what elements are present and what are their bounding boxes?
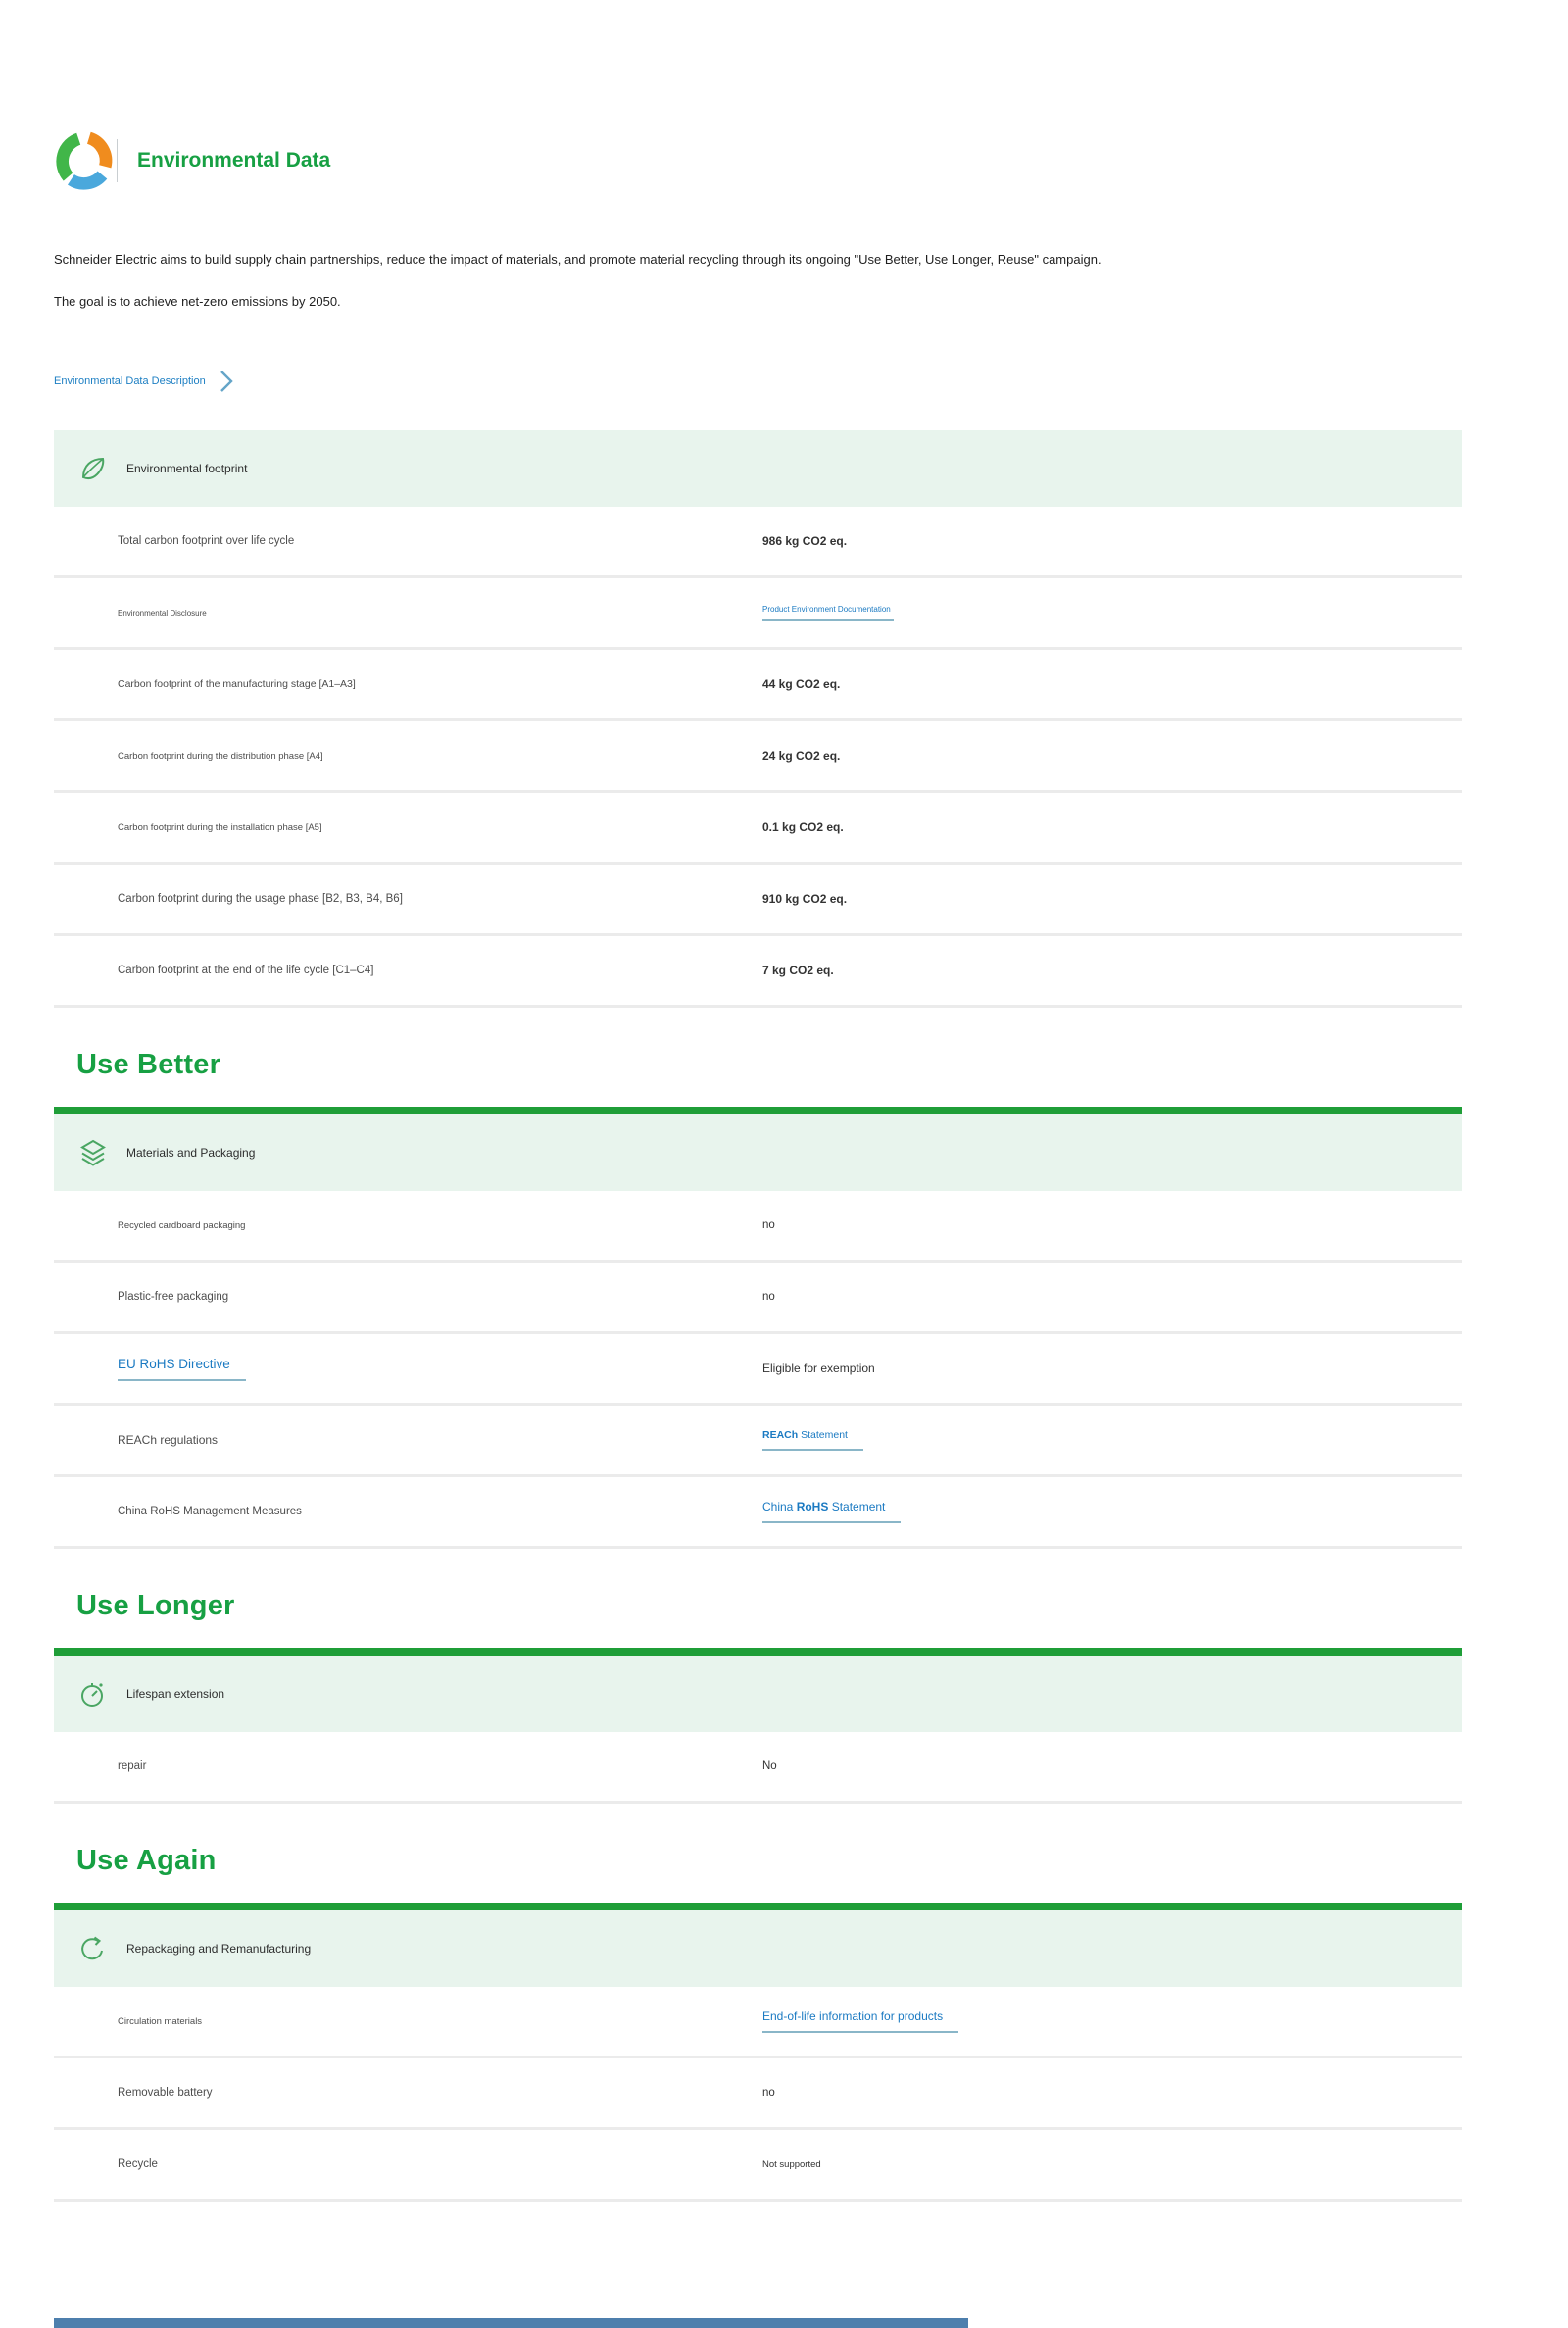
link-text: Statement <box>798 1429 848 1441</box>
row-label: Carbon footprint during the installation phase [A5] <box>118 821 322 833</box>
table-row <box>54 1732 1462 1804</box>
intro-paragraph-1: Schneider Electric aims to build supply chain partnerships, reduce the impact of materials, and promote material recycling through its ongoing "Use Better, Use Longer, Reuse" campaign. <box>54 252 1102 267</box>
use-longer-heading: Use Longer <box>76 1590 235 1621</box>
use-again-heading: Use Again <box>76 1845 217 1876</box>
table-row <box>54 1191 1462 1263</box>
section-title: Repackaging and Remanufacturing <box>126 1942 312 1956</box>
section-top-bar <box>54 1903 1462 1910</box>
row-value: Not supported <box>762 2158 821 2170</box>
section-top-bar <box>54 1107 1462 1114</box>
end-of-life-information-link[interactable]: End-of-life information for products <box>762 2009 958 2033</box>
intro-paragraph-2: The goal is to achieve net-zero emissions by 2050. <box>54 294 341 309</box>
table-row <box>54 1987 1462 2058</box>
use-better-heading: Use Better <box>76 1049 221 1080</box>
row-label: Carbon footprint during the usage phase [B2, B3, B4, B6] <box>118 893 403 905</box>
row-label: Removable battery <box>118 2087 213 2099</box>
leaf-icon <box>77 453 109 484</box>
footprint-table <box>54 507 1462 1008</box>
table-row <box>54 650 1462 721</box>
chevron-right-icon <box>220 370 233 393</box>
environmental-data-description-label: Environmental Data Description <box>54 375 206 387</box>
row-label: Recycle <box>118 2158 158 2170</box>
layers-icon <box>77 1137 109 1168</box>
use-longer-table <box>54 1732 1462 1804</box>
section-top-bar <box>54 1648 1462 1656</box>
link-text: China <box>762 1500 797 1513</box>
use-again-table <box>54 1987 1462 2202</box>
table-row <box>54 793 1462 865</box>
row-label: Carbon footprint during the distribution phase [A4] <box>118 750 323 762</box>
rotate-arrow-icon <box>77 1933 109 1964</box>
row-value: 24 kg CO2 eq. <box>762 749 841 763</box>
section-environmental-footprint <box>54 430 1462 507</box>
reach-statement-link[interactable] <box>762 1429 863 1451</box>
row-value: 986 kg CO2 eq. <box>762 534 848 548</box>
table-row <box>54 2130 1462 2202</box>
row-value: 0.1 kg CO2 eq. <box>762 820 844 834</box>
row-value: no <box>762 1291 775 1303</box>
section-lifespan-extension <box>54 1656 1462 1732</box>
row-value: Eligible for exemption <box>762 1362 875 1375</box>
row-label: Plastic-free packaging <box>118 1291 229 1303</box>
row-label: Recycled cardboard packaging <box>118 1219 246 1231</box>
table-row <box>54 1477 1462 1549</box>
stopwatch-icon <box>77 1678 109 1709</box>
china-rohs-statement-link[interactable] <box>762 1500 901 1523</box>
table-row <box>54 578 1462 650</box>
table-row <box>54 2058 1462 2130</box>
row-label: Carbon footprint of the manufacturing stage [A1–A3] <box>118 678 356 690</box>
table-row <box>54 1334 1462 1406</box>
row-value: 7 kg CO2 eq. <box>762 964 834 977</box>
row-label: China RoHS Management Measures <box>118 1506 302 1517</box>
link-text-bold: REACh <box>762 1429 799 1441</box>
row-value: 44 kg CO2 eq. <box>762 677 841 691</box>
row-label: repair <box>118 1760 147 1772</box>
bottom-partial-element <box>54 2318 968 2328</box>
environmental-data-description-link[interactable] <box>54 370 233 393</box>
table-row <box>54 1406 1462 1477</box>
use-better-table <box>54 1191 1462 1549</box>
eu-rohs-directive-link[interactable]: EU RoHS Directive <box>118 1357 246 1381</box>
table-row <box>54 865 1462 936</box>
row-value: No <box>762 1760 777 1772</box>
row-value: no <box>762 2087 775 2099</box>
section-title: Materials and Packaging <box>126 1146 256 1160</box>
link-text: Statement <box>828 1500 886 1513</box>
row-label: REACh regulations <box>118 1433 219 1447</box>
row-label: Environmental Disclosure <box>118 608 207 618</box>
section-materials-and-packaging <box>54 1114 1462 1191</box>
row-value: 910 kg CO2 eq. <box>762 892 848 906</box>
recycle-triangle-logo-icon <box>54 130 115 191</box>
row-value: no <box>762 1219 775 1231</box>
section-repackaging-remanufacturing <box>54 1910 1462 1987</box>
row-label: Carbon footprint at the end of the life cycle [C1–C4] <box>118 965 374 976</box>
page-header <box>54 0 1462 191</box>
table-row <box>54 721 1462 793</box>
table-row <box>54 1263 1462 1334</box>
link-text-bold: RoHS <box>796 1500 829 1513</box>
header-divider <box>117 139 118 182</box>
table-row <box>54 936 1462 1008</box>
row-label: Total carbon footprint over life cycle <box>118 535 295 547</box>
section-title: Lifespan extension <box>126 1687 225 1701</box>
product-environment-documentation-link[interactable]: Product Environment Documentation <box>762 605 894 621</box>
table-row <box>54 507 1462 578</box>
section-title: Environmental footprint <box>126 462 248 475</box>
row-label: Circulation materials <box>118 2015 203 2027</box>
page-title: Environmental Data <box>137 149 331 172</box>
